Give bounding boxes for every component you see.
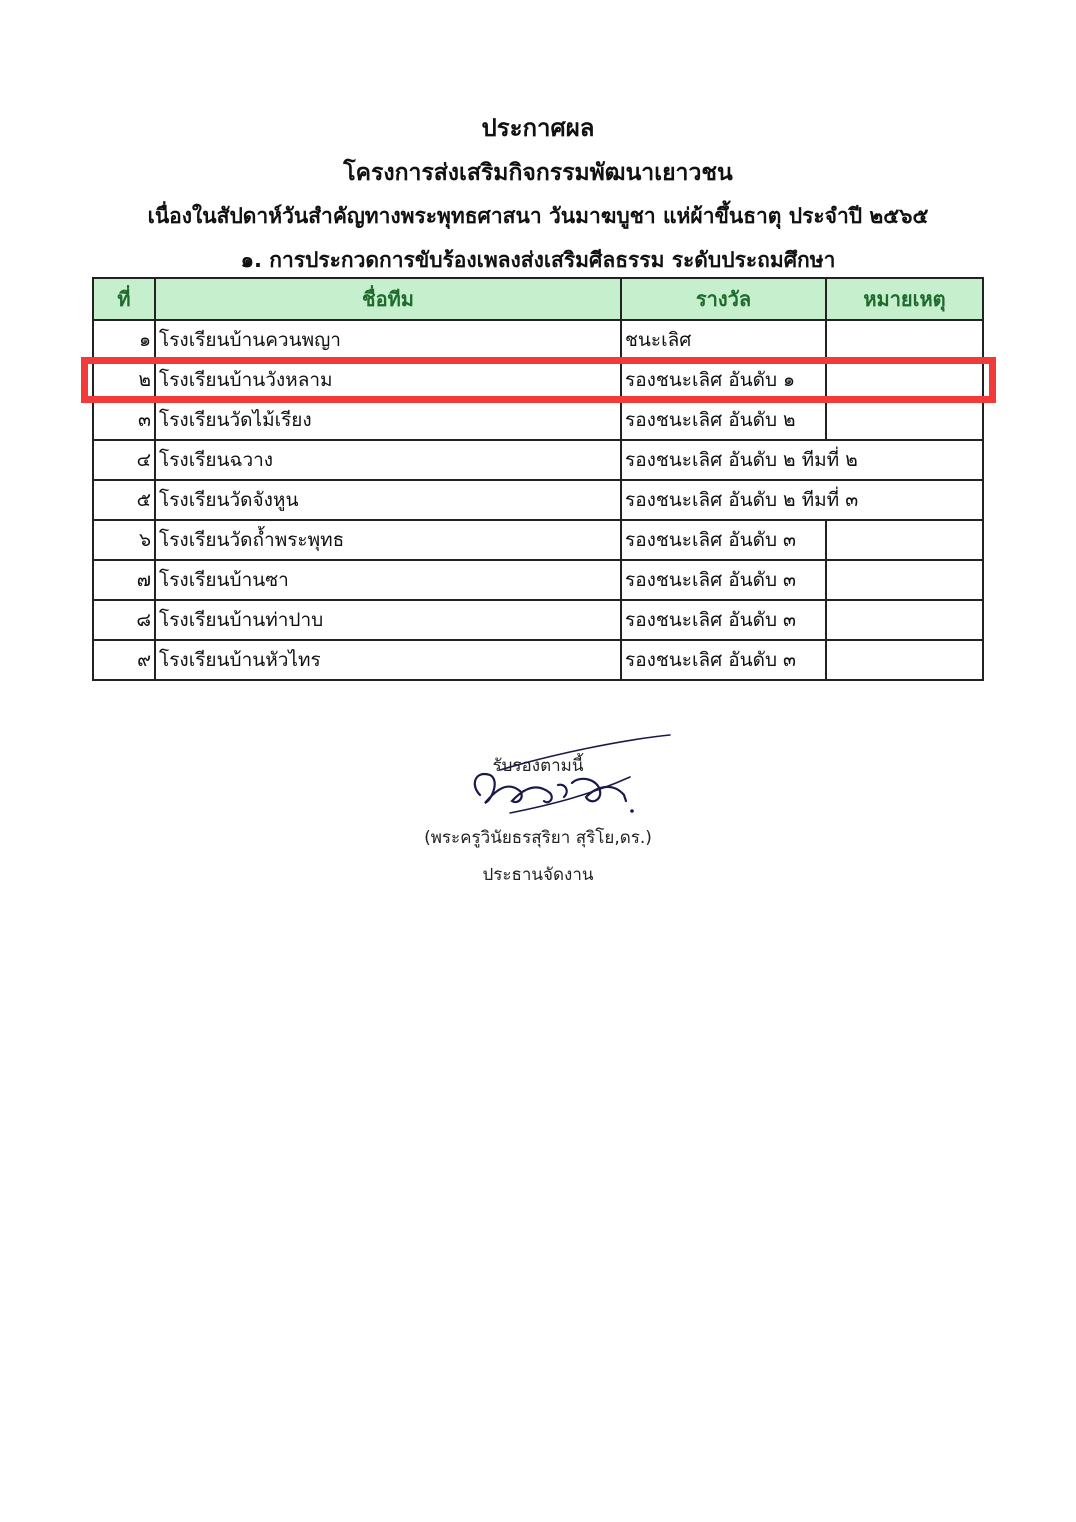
signer-role: ประธานจัดงาน — [482, 865, 594, 885]
team-name: โรงเรียนบ้านซา — [155, 560, 621, 600]
column-header-no: ที่ — [93, 278, 155, 320]
row-number: ๕ — [93, 480, 155, 520]
team-name: โรงเรียนวัดไม้เรียง — [155, 400, 621, 440]
row-number: ๖ — [93, 520, 155, 560]
note — [826, 520, 983, 560]
team-name: โรงเรียนบ้านท่าปาบ — [155, 600, 621, 640]
note — [826, 560, 983, 600]
note — [826, 600, 983, 640]
column-header-note: หมายเหตุ — [826, 278, 983, 320]
row-number: ๗ — [93, 560, 155, 600]
award: รองชนะเลิศ อันดับ ๓ — [621, 640, 826, 680]
column-header-award: รางวัล — [621, 278, 826, 320]
award: รองชนะเลิศ อันดับ ๓ — [621, 520, 826, 560]
award: รองชนะเลิศ อันดับ ๒ ทีมที่ ๓ — [621, 480, 983, 520]
team-name: โรงเรียนวัดจังหูน — [155, 480, 621, 520]
table-row — [93, 640, 983, 680]
highlight-box — [81, 357, 996, 403]
row-number: ๑ — [93, 320, 155, 360]
award: ชนะเลิศ — [621, 320, 826, 360]
handwritten-signature — [440, 725, 690, 825]
results-table — [92, 277, 984, 681]
note — [826, 320, 983, 360]
row-number: ๓ — [93, 400, 155, 440]
column-header-team: ชื่อทีม — [155, 278, 621, 320]
certify-label: รับรองตามนี้ — [492, 756, 584, 776]
team-name: โรงเรียนบ้านควนพญา — [155, 320, 621, 360]
table-row — [93, 320, 983, 360]
award: รองชนะเลิศ อันดับ ๓ — [621, 560, 826, 600]
award: รองชนะเลิศ อันดับ ๒ — [621, 400, 826, 440]
table-row — [93, 480, 983, 520]
occasion-subtitle: เนื่องในสัปดาห์วันสำคัญทางพระพุทธศาสนา วันมาฆบูชา แห่ผ้าขึ้นธาตุ ประจำปี ๒๕๖๕ — [147, 204, 929, 228]
team-name: โรงเรียนบ้านวังหลาม — [155, 360, 621, 400]
row-number: ๒ — [93, 360, 155, 400]
row-number: ๔ — [93, 440, 155, 480]
note — [826, 400, 983, 440]
row-number: ๙ — [93, 640, 155, 680]
announcement-title: ประกาศผล — [481, 114, 595, 142]
table-header-row — [93, 278, 983, 320]
table-row — [93, 440, 983, 480]
project-title: โครงการส่งเสริมกิจกรรมพัฒนาเยาวชน — [343, 160, 733, 186]
signer-name: (พระครูวินัยธรสุริยา สุริโย,ดร.) — [424, 828, 652, 848]
award: รองชนะเลิศ อันดับ ๓ — [621, 600, 826, 640]
team-name: โรงเรียนวัดถ้ำพระพุทธ — [155, 520, 621, 560]
table-row — [93, 520, 983, 560]
table-row — [93, 560, 983, 600]
award: รองชนะเลิศ อันดับ ๒ ทีมที่ ๒ — [621, 440, 983, 480]
contest-title: ๑. การประกวดการขับร้องเพลงส่งเสริมศีลธรรม ระดับประถมศึกษา — [240, 248, 836, 272]
row-number: ๘ — [93, 600, 155, 640]
award: รองชนะเลิศ อันดับ ๑ — [621, 360, 826, 400]
note — [826, 640, 983, 680]
team-name: โรงเรียนฉวาง — [155, 440, 621, 480]
table-row — [93, 600, 983, 640]
team-name: โรงเรียนบ้านหัวไทร — [155, 640, 621, 680]
table-row — [93, 400, 983, 440]
